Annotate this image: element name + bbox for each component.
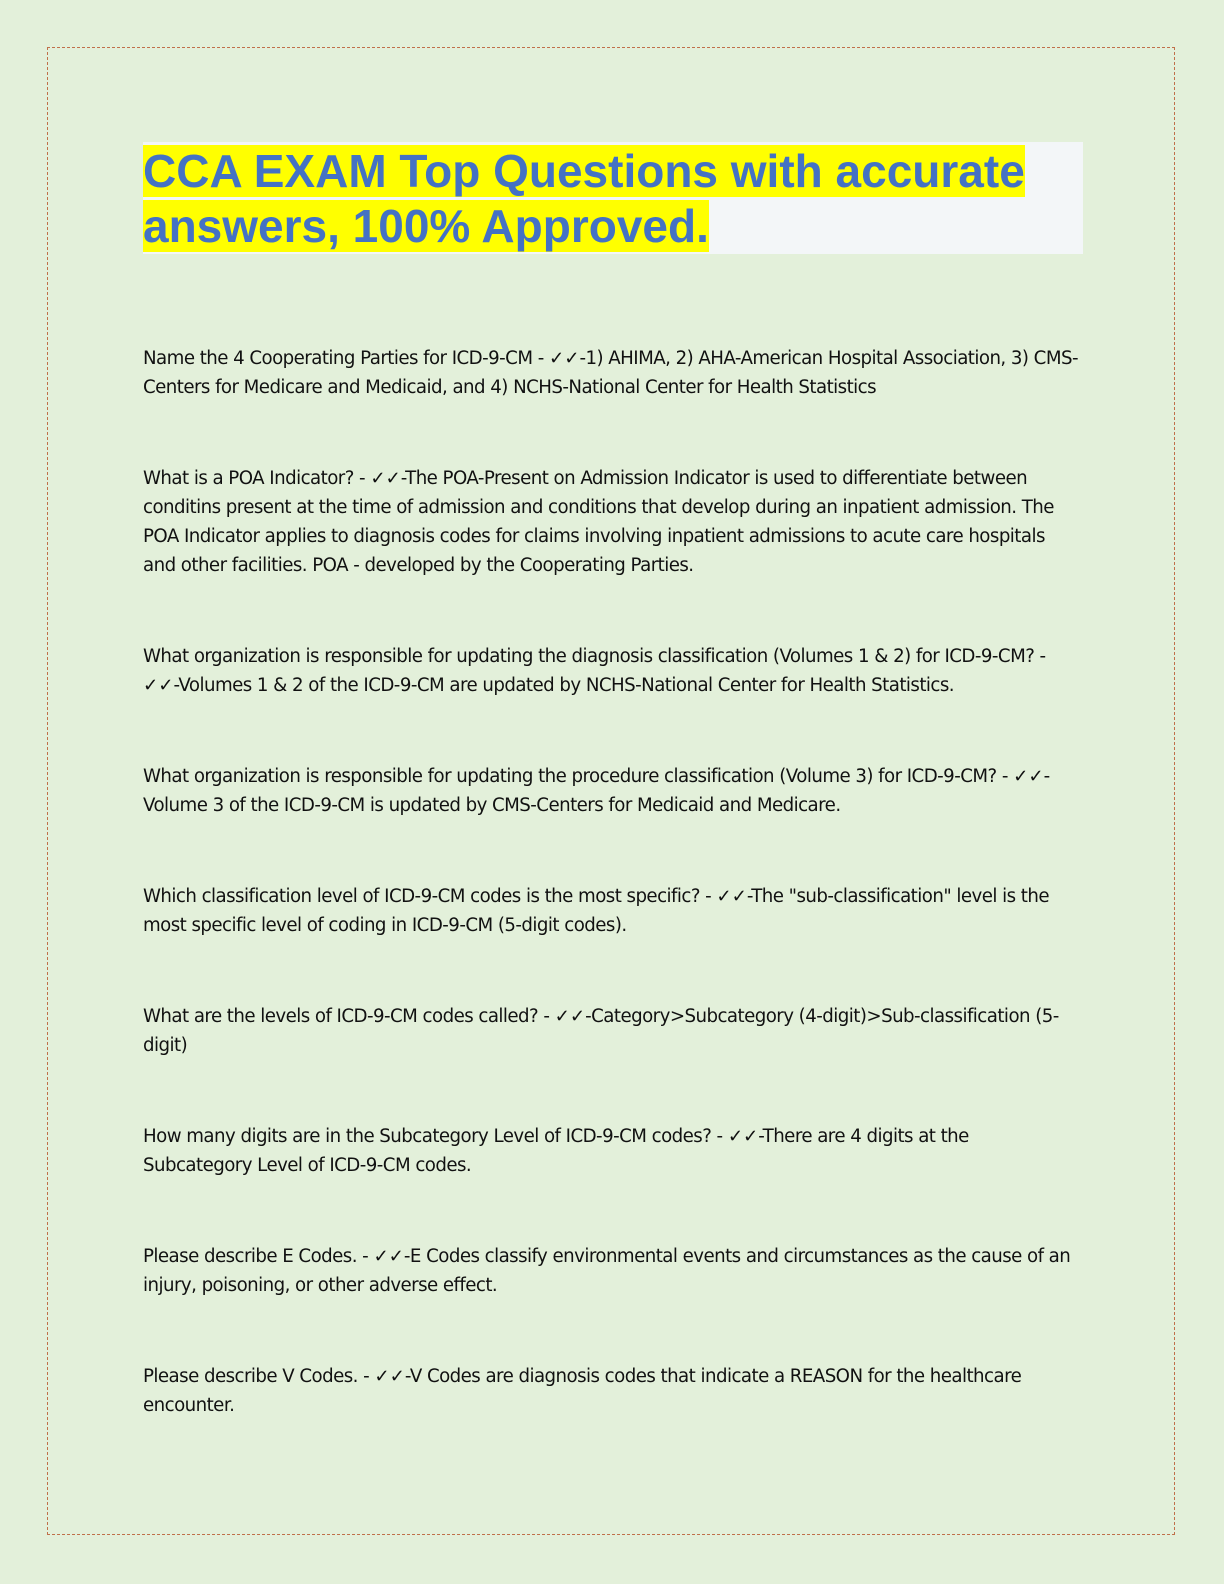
question-text: What is a POA Indicator? xyxy=(143,468,354,489)
separator: - xyxy=(538,1006,555,1027)
check-icon: ✓✓ xyxy=(554,1006,586,1027)
check-icon: ✓✓ xyxy=(374,1366,405,1387)
qa-item xyxy=(143,1122,1078,1180)
separator: - xyxy=(996,766,1014,787)
check-icon: ✓✓ xyxy=(1013,766,1044,787)
check-icon: ✓✓ xyxy=(373,1246,404,1267)
question-text: What organization is responsible for updating the procedure classification (Volume 3) for ICD-9-CM? xyxy=(143,766,997,787)
qa-item xyxy=(143,642,1078,700)
check-icon: ✓✓ xyxy=(548,348,580,369)
answer-text: -There are 4 digits at the Subcategory Level of ICD-9-CM codes. xyxy=(143,1126,969,1176)
qa-item xyxy=(143,464,1078,580)
qa-item xyxy=(143,762,1078,820)
separator: - xyxy=(711,1126,728,1147)
separator: - xyxy=(699,886,717,907)
separator: - xyxy=(532,348,549,369)
answer-text: -Category>Subcategory (4-digit)>Sub-classification (5-digit) xyxy=(143,1006,1059,1056)
question-text: What are the levels of ICD-9-CM codes called? xyxy=(143,1006,539,1027)
qa-item xyxy=(143,1362,1078,1420)
question-text: How many digits are in the Subcategory Level of ICD-9-CM codes? xyxy=(143,1126,712,1147)
question-text: Please describe V Codes. xyxy=(143,1366,358,1387)
separator: - xyxy=(353,468,371,489)
question-text: Which classification level of ICD-9-CM codes is the most specific? xyxy=(143,886,700,907)
separator: - xyxy=(1034,646,1046,667)
separator: - xyxy=(357,1366,375,1387)
answer-text: -1) AHIMA, 2) AHA-American Hospital Association, 3) CMS-Centers for Medicare and Medicaid, and 4) NCHS-National Center for Health Statistics xyxy=(143,348,1078,398)
qa-list xyxy=(143,344,1078,1482)
check-icon: ✓✓ xyxy=(727,1126,759,1147)
answer-text: -V Codes are diagnosis codes that indicate a REASON for the healthcare encounter. xyxy=(143,1366,1022,1416)
check-icon: ✓✓ xyxy=(143,675,174,696)
question-text: What organization is responsible for updating the diagnosis classification (Volumes 1 & 2) for ICD-9-CM? xyxy=(143,646,1035,667)
separator: - xyxy=(356,1246,374,1267)
answer-text: -Volumes 1 & 2 of the ICD-9-CM are updated by NCHS-National Center for Health Statistics. xyxy=(173,675,955,696)
answer-text: -Volume 3 of the ICD-9-CM is updated by CMS-Centers for Medicaid and Medicare. xyxy=(143,766,1050,816)
qa-item xyxy=(143,1242,1078,1300)
check-icon: ✓✓ xyxy=(370,468,401,489)
qa-item xyxy=(143,882,1078,940)
check-icon: ✓✓ xyxy=(716,886,747,907)
qa-item xyxy=(143,1002,1078,1060)
answer-text: -The POA-Present on Admission Indicator is used to differentiate between conditins present at the time of admission and conditions that develop during an inpatient admission. The POA Indicator applies to diagnosis codes for claims involving inpatient admissions to acute care hospitals and other facilities. POA - developed by the Cooperating Parties. xyxy=(143,468,1054,576)
title-highlight: CCA EXAM Top Questions with accurate answers, 100% Approved. xyxy=(143,145,1025,252)
question-text: Name the 4 Cooperating Parties for ICD-9-CM xyxy=(143,348,533,369)
document-title xyxy=(143,144,1083,254)
qa-item xyxy=(143,344,1078,402)
question-text: Please describe E Codes. xyxy=(143,1246,357,1267)
answer-text: -The "sub-classification" level is the most specific level of coding in ICD-9-CM (5-digit codes). xyxy=(143,886,1049,936)
answer-text: -E Codes classify environmental events and circumstances as the cause of an injury, poisoning, or other adverse effect. xyxy=(143,1246,1071,1296)
